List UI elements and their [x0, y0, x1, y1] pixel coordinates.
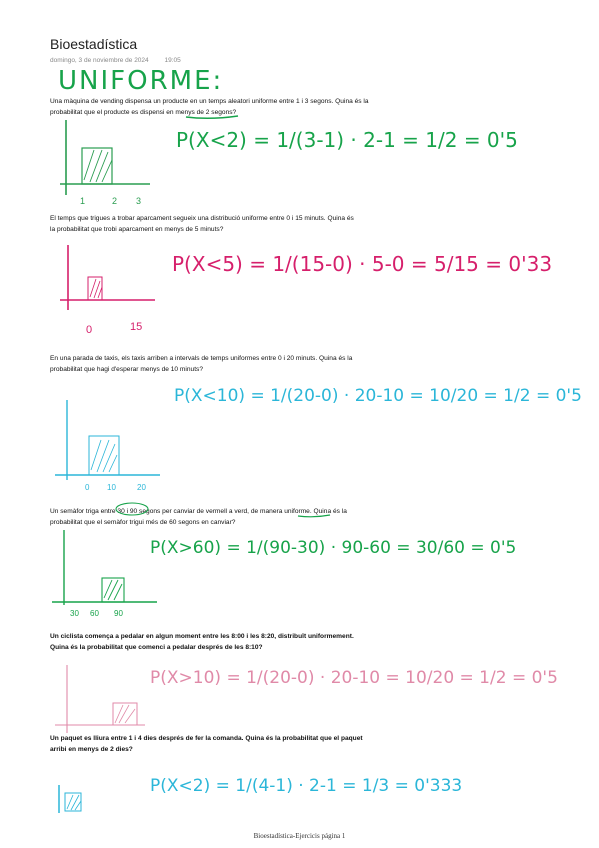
svg-text:0: 0 — [86, 324, 93, 336]
problem-1-formula: P(X<2) = 1/(3-1) · 2-1 = 1/2 = 0'5 — [176, 128, 518, 152]
svg-text:90: 90 — [114, 609, 123, 618]
problem-2 — [50, 213, 550, 235]
problem-3-line-1: En una parada de taxis, els taxis arriben a intervals de temps uniformes entre 0 i 20 minuts. Quina és la — [50, 355, 353, 362]
problem-6-graph — [55, 785, 105, 815]
svg-text:3: 3 — [136, 196, 142, 206]
time-text: 19:05 — [164, 57, 181, 64]
page-footer: Bioestadística-Ejercicis página 1 — [253, 832, 346, 840]
svg-text:15: 15 — [130, 321, 143, 333]
problem-4-line-2: probabilitat que el semàfor trigui més de 60 segons en canviar? — [50, 519, 236, 526]
svg-text:2: 2 — [112, 196, 118, 206]
section-heading: UNIFORME: — [58, 66, 224, 96]
problem-2-graph — [60, 245, 170, 340]
problem-5-graph — [55, 665, 155, 735]
svg-text:0: 0 — [85, 483, 90, 492]
problem-1-line-1: Una màquina de vending dispensa un producte en un temps aleatori uniforme entre 1 i 3 segons. Quina és la — [50, 98, 369, 105]
problem-2-line-2: la probabilitat que trobi aparcament en menys de 5 minuts? — [50, 226, 224, 233]
svg-text:10: 10 — [107, 483, 116, 492]
problem-1 — [50, 96, 550, 118]
problem-2-formula: P(X<5) = 1/(15-0) · 5-0 = 5/15 = 0'33 — [172, 252, 553, 276]
svg-text:20: 20 — [137, 483, 146, 492]
problem-1-line-2: probabilitat que el producte es dispensi en menys de 2 segons? — [50, 109, 237, 116]
problem-4-line-1: Un semàfor triga entre 30 i 90 segons per canviar de vermell a verd, de manera uniforme. Quina és la — [50, 508, 347, 515]
problem-6-line-1: Un paquet es lliura entre 1 i 4 dies després de fer la comanda. Quina és la probabilitat que el paquet — [50, 735, 363, 742]
svg-text:1: 1 — [80, 196, 86, 206]
problem-3-graph — [55, 400, 165, 495]
date-text: domingo, 3 de noviembre de 2024 — [50, 57, 149, 64]
problem-3 — [50, 353, 550, 375]
problem-3-formula: P(X<10) = 1/(20-0) · 20-10 = 10/20 = 1/2 = 0'5 — [174, 386, 582, 406]
svg-text:60: 60 — [90, 609, 99, 618]
problem-2-line-1: El temps que trigues a trobar aparcament segueix una distribució uniforme entre 0 i 15 minuts. Quina és — [50, 215, 354, 222]
problem-1-graph — [60, 120, 160, 210]
page-title: Bioestadística — [50, 36, 138, 52]
problem-3-line-2: probabilitat que hagi d'esperar menys de 10 minuts? — [50, 366, 204, 373]
svg-text:30: 30 — [70, 609, 79, 618]
problem-5-line-1: Un ciclista comença a pedalar en algun moment entre les 8:00 i les 8:20, distribuït uniformement. — [50, 633, 354, 640]
problem-5-formula: P(X>10) = 1/(20-0) · 20-10 = 10/20 = 1/2 = 0'5 — [150, 668, 558, 688]
page-date — [50, 57, 195, 64]
problem-6-line-2: arribi en menys de 2 dies? — [50, 746, 133, 753]
problem-4 — [50, 506, 550, 528]
problem-4-formula: P(X>60) = 1/(90-30) · 90-60 = 30/60 = 0'5 — [150, 538, 517, 558]
problem-6-formula: P(X<2) = 1/(4-1) · 2-1 = 1/3 = 0'333 — [150, 776, 463, 796]
problem-5-line-2: Quina és la probabilitat que comenci a pedalar després de les 8:10? — [50, 644, 263, 651]
problem-4-graph — [52, 530, 162, 625]
problem-5 — [50, 631, 550, 653]
problem-6 — [50, 733, 550, 755]
